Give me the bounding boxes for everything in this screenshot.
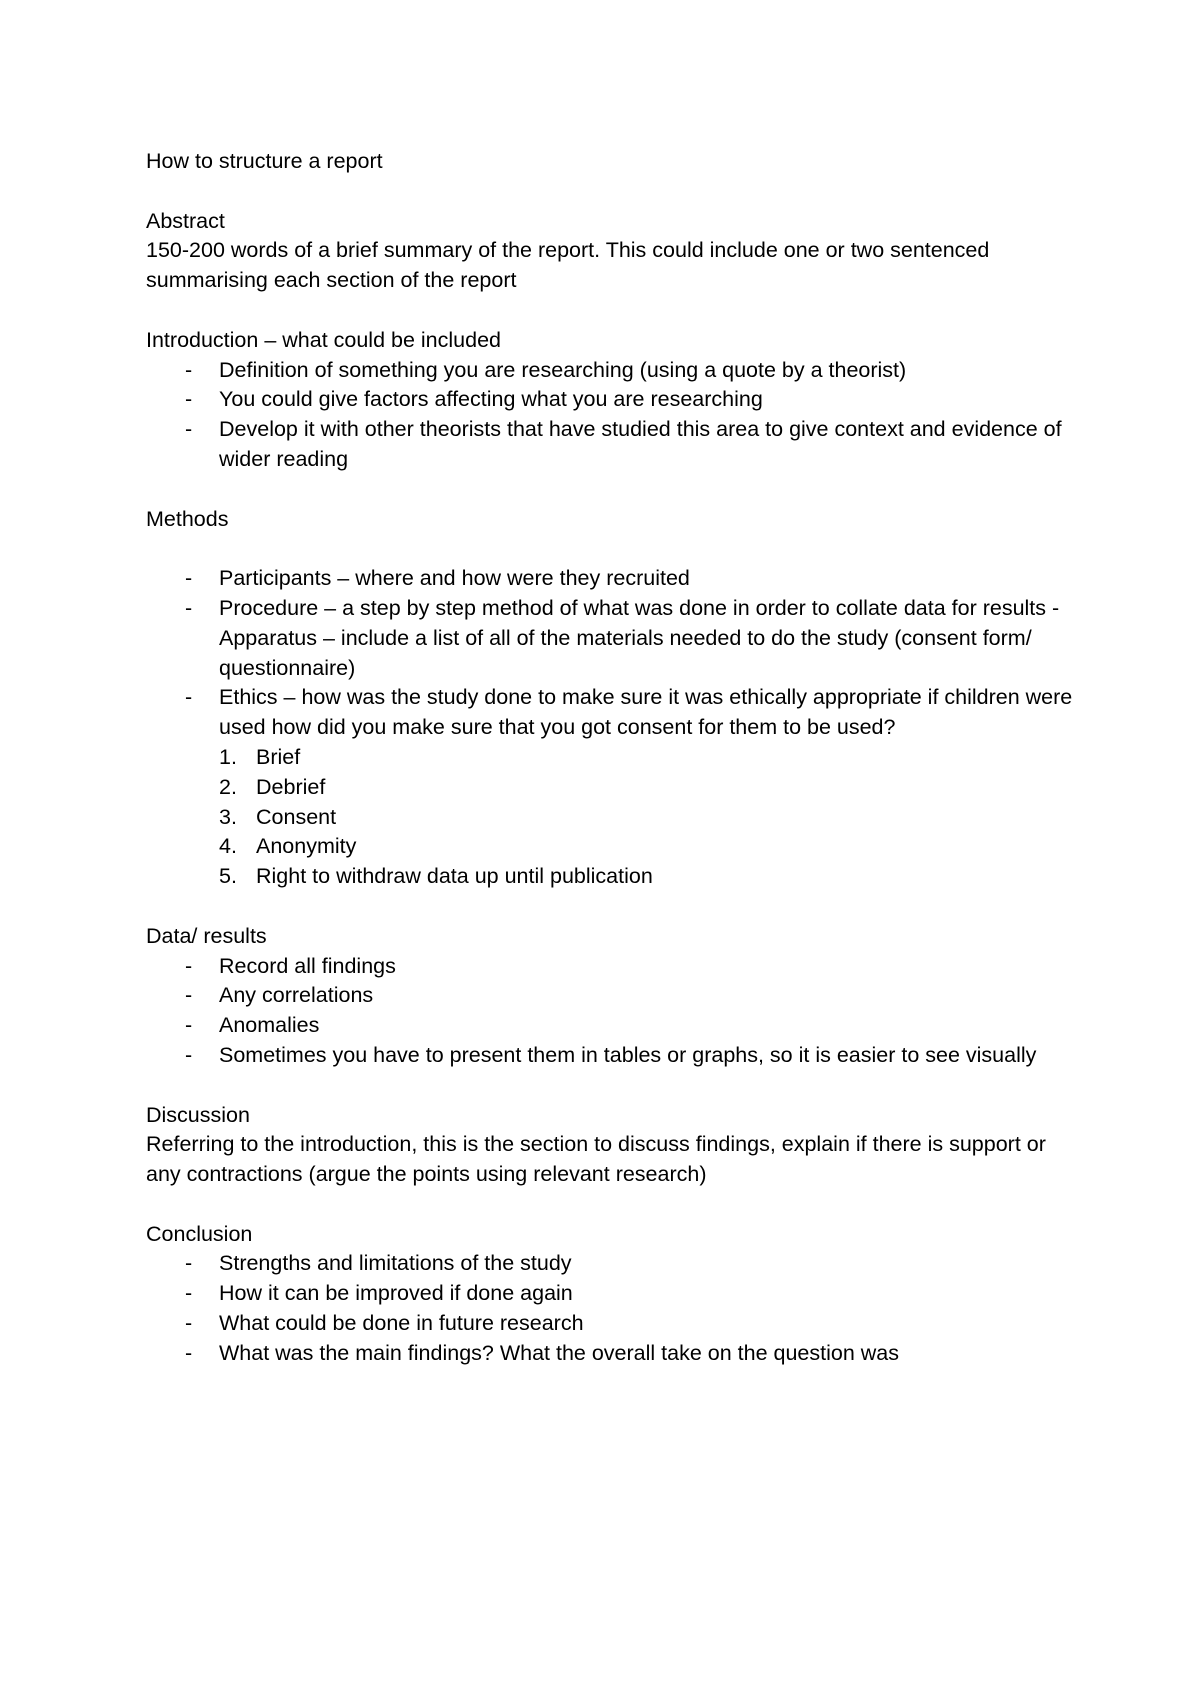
bullet-marker: - xyxy=(185,595,193,620)
bullet-marker: - xyxy=(185,953,193,978)
list-item-text: How it can be improved if done again xyxy=(219,1281,573,1306)
methods-list xyxy=(146,564,1086,743)
bullet-marker: - xyxy=(185,1013,193,1038)
data-results-heading: Data/ results xyxy=(146,923,267,948)
spacer xyxy=(146,177,1086,207)
numbered-item-text: Debrief xyxy=(256,774,326,799)
list-item xyxy=(146,1249,1086,1279)
bullet-marker: - xyxy=(185,566,193,591)
abstract-text: 150-200 words of a brief summary of the report. This could include one or two sentenced summarising each section of the report xyxy=(146,238,996,293)
list-item xyxy=(146,1279,1086,1309)
list-item xyxy=(146,683,1086,743)
numbered-item-text: Consent xyxy=(256,804,337,829)
numbered-item xyxy=(219,803,1086,833)
abstract-heading: Abstract xyxy=(146,208,225,233)
spacer xyxy=(146,296,1086,326)
conclusion-heading: Conclusion xyxy=(146,1221,253,1246)
data-results-list xyxy=(146,952,1086,1071)
numbered-item-text: Anonymity xyxy=(256,834,357,859)
item-number: 1. xyxy=(219,744,237,769)
list-item xyxy=(146,952,1086,982)
document-body xyxy=(146,147,1086,1369)
list-item-text: Any correlations xyxy=(219,983,374,1008)
list-item-text: Procedure – a step by step method of what was done in order to collate data for results - Apparatus – include a list of all of the materials needed to do the study (consent form/ questionnaire) xyxy=(219,595,1060,680)
discussion-heading: Discussion xyxy=(146,1102,250,1127)
list-item xyxy=(146,356,1086,386)
list-item-text: Sometimes you have to present them in tables or graphs, so it is easier to see visually xyxy=(219,1042,1037,1067)
bullet-marker: - xyxy=(185,417,193,442)
spacer xyxy=(146,892,1086,922)
numbered-item xyxy=(219,832,1086,862)
bullet-marker: - xyxy=(185,357,193,382)
list-item-text: Ethics – how was the study done to make sure it was ethically appropriate if children were used how did you make sure that you got consent for them to be used? xyxy=(219,685,1073,740)
bullet-marker: - xyxy=(185,1042,193,1067)
list-item-text: Definition of something you are researching (using a quote by a theorist) xyxy=(219,357,907,382)
methods-heading: Methods xyxy=(146,506,229,531)
item-number: 3. xyxy=(219,804,237,829)
list-item-text: Strengths and limitations of the study xyxy=(219,1251,572,1276)
bullet-marker: - xyxy=(185,1311,193,1336)
numbered-item xyxy=(219,773,1086,803)
introduction-heading: Introduction – what could be included xyxy=(146,327,501,352)
item-number: 5. xyxy=(219,864,237,889)
spacer xyxy=(146,475,1086,505)
list-item-text: Participants – where and how were they recruited xyxy=(219,566,690,591)
list-item xyxy=(146,1339,1086,1369)
bullet-marker: - xyxy=(185,1251,193,1276)
list-item xyxy=(146,1011,1086,1041)
list-item xyxy=(146,594,1086,683)
list-item-text: Anomalies xyxy=(219,1013,320,1038)
item-number: 4. xyxy=(219,834,237,859)
numbered-item-text: Right to withdraw data up until publication xyxy=(256,864,653,889)
conclusion-list xyxy=(146,1249,1086,1368)
list-item xyxy=(146,1309,1086,1339)
bullet-marker: - xyxy=(185,387,193,412)
item-number: 2. xyxy=(219,774,237,799)
list-item-text: What could be done in future research xyxy=(219,1311,584,1336)
list-item xyxy=(146,1041,1086,1071)
spacer xyxy=(146,1190,1086,1220)
numbered-item xyxy=(219,743,1086,773)
list-item-text: Record all findings xyxy=(219,953,396,978)
bullet-marker: - xyxy=(185,983,193,1008)
bullet-marker: - xyxy=(185,685,193,710)
spacer xyxy=(146,534,1086,564)
introduction-list xyxy=(146,356,1086,475)
list-item xyxy=(146,981,1086,1011)
spacer xyxy=(146,1071,1086,1101)
document-title: How to structure a report xyxy=(146,149,383,173)
numbered-item-text: Brief xyxy=(256,744,301,769)
bullet-marker: - xyxy=(185,1340,193,1365)
list-item xyxy=(146,564,1086,594)
list-item-text: Develop it with other theorists that have studied this area to give context and evidence of wider reading xyxy=(219,417,1062,471)
discussion-text: Referring to the introduction, this is the section to discuss findings, explain if there is support or any contractions (argue the points using relevant research) xyxy=(146,1132,1052,1187)
ethics-numbered-list xyxy=(146,743,1086,892)
list-item xyxy=(146,385,1086,415)
numbered-item xyxy=(219,862,1086,892)
list-item-text: What was the main findings? What the overall take on the question was xyxy=(219,1340,900,1365)
bullet-marker: - xyxy=(185,1281,193,1306)
list-item xyxy=(146,415,1086,475)
list-item-text: You could give factors affecting what you are researching xyxy=(219,387,763,412)
